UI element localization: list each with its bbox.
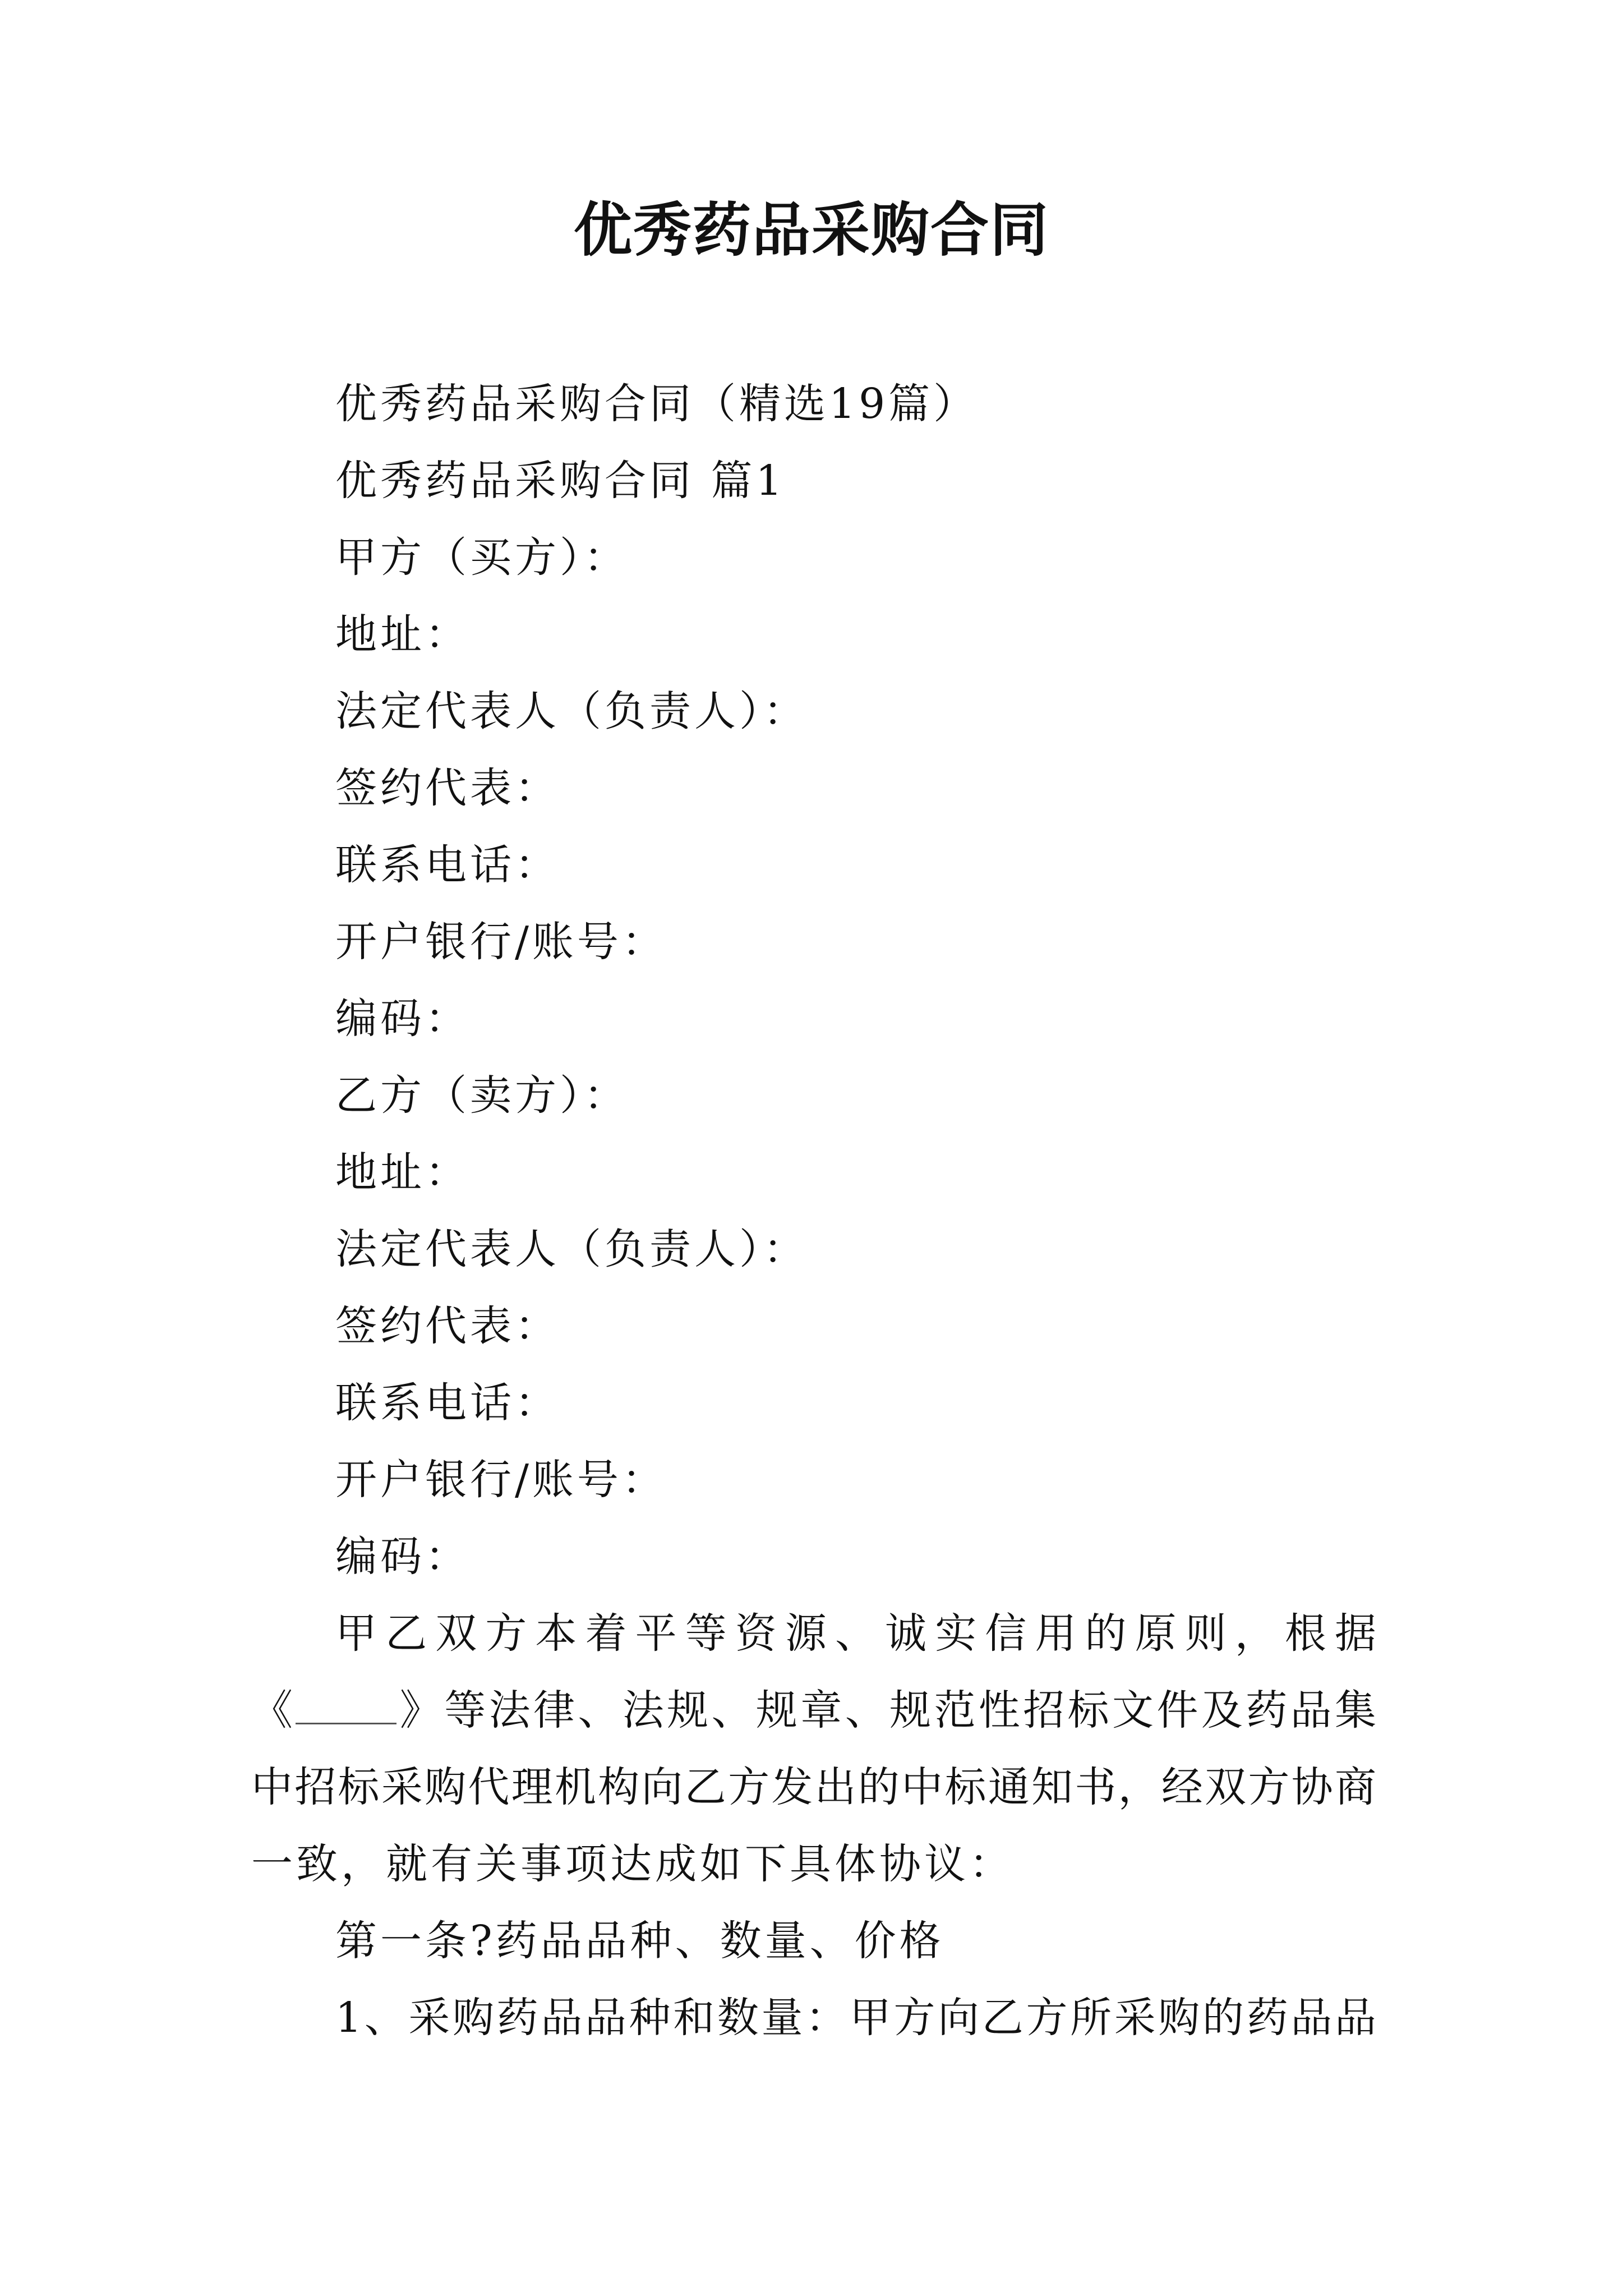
blank-underline xyxy=(296,1689,396,1724)
preamble-line-2-text: 》等法律、法规、规章、规范性招标文件及药品集 xyxy=(396,1686,1377,1734)
document-title: 优秀药品采购合同 xyxy=(573,195,1049,264)
party-a-bank-account: 开户银行/账号： xyxy=(335,918,667,966)
preamble-line-1: 甲乙双方本着平等资源、诚实信用的原则，根据 xyxy=(335,1609,1376,1658)
party-b-heading: 乙方（卖方）： xyxy=(335,1071,629,1120)
party-a-signing-rep: 签约代表： xyxy=(335,764,560,812)
party-a-code: 编码： xyxy=(335,995,470,1043)
book-title-open: 《 xyxy=(251,1686,296,1734)
party-b-signing-rep: 签约代表： xyxy=(335,1302,560,1350)
party-b-phone: 联系电话： xyxy=(335,1379,560,1427)
article-1-item-1-paragraph xyxy=(251,1990,1376,2067)
document-subtitle: 优秀药品采购合同（精选19篇） xyxy=(335,380,979,428)
party-a-address: 地址： xyxy=(335,610,470,659)
party-a-phone: 联系电话： xyxy=(335,841,560,889)
article-1-heading: 第一条?药品品种、数量、价格 xyxy=(335,1917,944,1965)
preamble-paragraph xyxy=(251,1605,1376,1913)
section-heading: 优秀药品采购合同 篇1 xyxy=(335,457,786,505)
preamble-line-4: 一致，就有关事项达成如下具体协议： xyxy=(251,1840,1014,1888)
preamble-line-2 xyxy=(251,1682,1376,1759)
party-b-code: 编码： xyxy=(335,1533,470,1581)
preamble-line-3: 中招标采购代理机构向乙方发出的中标通知书，经双方协商 xyxy=(251,1763,1376,1811)
party-b-legal-rep: 法定代表人（负责人）： xyxy=(335,1225,808,1273)
article-1-item-1: 1、采购药品品种和数量：甲方向乙方所采购的药品品 xyxy=(335,1994,1376,2042)
party-a-legal-rep: 法定代表人（负责人）： xyxy=(335,687,808,735)
party-b-address: 地址： xyxy=(335,1148,470,1197)
party-a-heading: 甲方（买方）： xyxy=(335,533,629,582)
party-b-bank-account: 开户银行/账号： xyxy=(335,1456,667,1504)
